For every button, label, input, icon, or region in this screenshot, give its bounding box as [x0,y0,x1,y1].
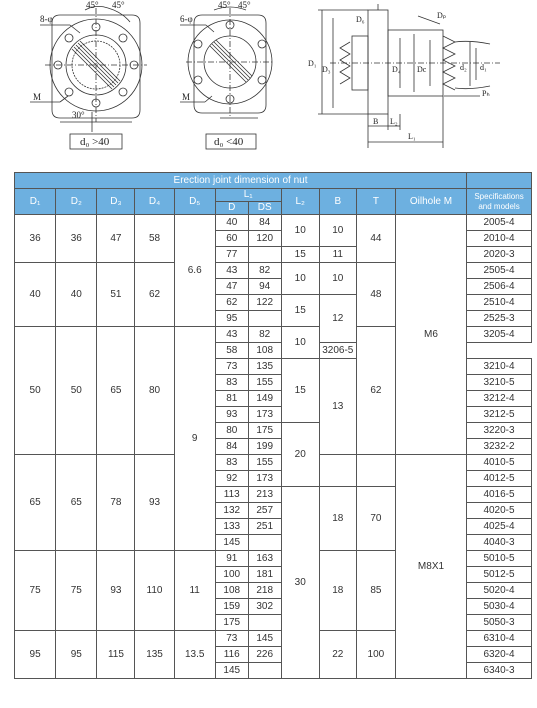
model-cell: 5030-4 [467,599,532,615]
header-l2: L₂ [281,189,319,215]
model-cell: 4016-5 [467,487,532,503]
l1-d-cell: 95 [215,311,248,327]
l1-ds-cell [248,535,281,551]
header-l1-ds: DS [248,202,281,215]
t-cell: 44 [356,215,395,263]
l1-ds-cell [248,311,281,327]
side-d2-label: d₂ [460,63,467,72]
t-cell: 70 [356,487,395,551]
group-d4: 110 [135,551,174,631]
group-d3: 93 [97,551,135,631]
side-d1-label: D₁ [308,59,317,68]
l1-d-cell: 91 [215,551,248,567]
group-d1: 40 [15,263,56,327]
model-cell: 3232-2 [467,439,532,455]
b-cell: 12 [319,295,356,343]
l1-d-cell: 92 [215,471,248,487]
l1-ds-cell: 213 [248,487,281,503]
b-cell: 13 [319,359,356,455]
side-l1-label: L₁ [408,132,416,141]
group-d2: 50 [56,327,97,455]
t-cell: 48 [356,263,395,327]
l1-ds-cell: 155 [248,455,281,471]
header-d3: D₃ [97,189,135,215]
l1-ds-cell: 257 [248,503,281,519]
l1-d-cell: 84 [215,439,248,455]
model-cell: 4012-5 [467,471,532,487]
table-title: Erection joint dimension of nut [15,173,467,189]
left-angle-1: 45° [86,0,99,10]
b-cell: 18 [319,487,356,551]
model-cell: 2506-4 [467,279,532,295]
l1-ds-cell: 199 [248,439,281,455]
l1-ds-cell: 149 [248,391,281,407]
model-cell: 5050-3 [467,615,532,631]
l2-cell: 20 [281,423,319,487]
group-d3: 115 [97,631,135,679]
drawings-svg [0,0,537,160]
model-cell: 6320-4 [467,647,532,663]
model-cell: 2005-4 [467,215,532,231]
l1-d-cell: 175 [215,615,248,631]
header-t: T [356,189,395,215]
oilhole-cell: M6 [395,215,466,455]
model-cell: 5012-5 [467,567,532,583]
group-d2: 65 [56,455,97,551]
l1-ds-cell: 108 [248,343,281,359]
model-cell: 3220-3 [467,423,532,439]
nut-dimension-table [14,172,532,679]
header-models: Specifications and models [467,189,532,215]
group-d2: 75 [56,551,97,631]
l1-d-cell: 58 [215,343,248,359]
b-cell: 18 [319,551,356,631]
model-cell: 2020-3 [467,247,532,263]
l1-ds-cell: 175 [248,423,281,439]
left-holes-label: 8-φ [40,14,53,24]
model-cell: 4010-5 [467,455,532,471]
l1-d-cell: 62 [215,295,248,311]
model-cell: 3212-5 [467,407,532,423]
l1-d-cell: 113 [215,487,248,503]
t-cell: 85 [356,551,395,631]
t-cell: 62 [356,327,395,455]
model-cell: 6310-4 [467,631,532,647]
b-cell: 10 [319,215,356,247]
l1-d-cell: 73 [215,631,248,647]
l1-d-cell: 83 [215,455,248,471]
model-cell: 3206-5 [319,343,356,359]
l1-d-cell: 132 [215,503,248,519]
oilhole-cell: M8X1 [395,455,466,679]
header-oilhole: Oilhole M [395,189,466,215]
group-d1: 50 [15,327,56,455]
model-cell: 5020-4 [467,583,532,599]
model-cell: 2525-3 [467,311,532,327]
l1-ds-cell: 173 [248,471,281,487]
model-cell: 4020-5 [467,503,532,519]
nut-side-section [318,4,500,148]
d5-cell: 6.6 [174,215,215,327]
side-d6-label: D₆ [356,15,365,24]
group-d1: 65 [15,455,56,551]
group-d3: 65 [97,327,135,455]
l2-cell: 15 [281,295,319,327]
b-cell: 10 [319,263,356,295]
header-l1: L₁ [215,189,281,202]
b-cell: 11 [319,247,356,263]
left-m-label: M [33,92,42,102]
group-d1: 95 [15,631,56,679]
l1-d-cell: 145 [215,663,248,679]
flange-view-8-holes [30,6,147,149]
model-cell: 2505-4 [467,263,532,279]
l1-d-cell: 93 [215,407,248,423]
l1-ds-cell: 82 [248,263,281,279]
group-d4: 135 [135,631,174,679]
side-dp-label: Dₚ [437,11,447,20]
model-cell: 3212-4 [467,391,532,407]
left-angle-2: 45° [112,0,125,10]
l1-d-cell: 73 [215,359,248,375]
side-d1s-label: d₁ [480,63,487,72]
side-l2-label: L₂ [390,117,398,126]
l2-cell: 10 [281,215,319,247]
b-blank [319,455,356,487]
group-d2: 36 [56,215,97,263]
group-d3: 51 [97,263,135,327]
l1-d-cell: 43 [215,327,248,343]
left-angle-3: 30° [72,110,85,120]
group-d3: 47 [97,215,135,263]
l1-d-cell: 108 [215,583,248,599]
group-d1: 36 [15,215,56,263]
l1-d-cell: 77 [215,247,248,263]
middle-angle-1: 45° [218,0,231,10]
l1-d-cell: 47 [215,279,248,295]
model-cell: 3205-4 [467,327,532,343]
t-blank [356,455,395,487]
group-d4: 93 [135,455,174,551]
header-d1: D₁ [15,189,56,215]
l1-d-cell: 145 [215,535,248,551]
technical-drawings [0,0,537,160]
l1-ds-cell: 135 [248,359,281,375]
b-cell: 22 [319,631,356,679]
group-d2: 95 [56,631,97,679]
model-cell: 3210-4 [467,359,532,375]
l1-ds-cell: 120 [248,231,281,247]
side-d3-label: D₃ [322,65,331,74]
l1-d-cell: 43 [215,263,248,279]
group-d3: 78 [97,455,135,551]
header-l1-d: D [215,202,248,215]
side-d4-label: D₄ [392,65,401,74]
l1-ds-cell [248,247,281,263]
table-title-blank [467,173,532,189]
t-cell: 100 [356,631,395,679]
l1-d-cell: 159 [215,599,248,615]
group-d4: 80 [135,327,174,455]
l1-ds-cell: 181 [248,567,281,583]
group-d1: 75 [15,551,56,631]
side-pb-label: Pₕ [482,89,490,98]
side-dc-label: Dc [417,65,427,74]
model-cell: 2510-4 [467,295,532,311]
l1-ds-cell: 155 [248,375,281,391]
l1-ds-cell: 163 [248,551,281,567]
l1-d-cell: 81 [215,391,248,407]
d5-cell: 13.5 [174,631,215,679]
l1-d-cell: 40 [215,215,248,231]
l1-ds-cell: 82 [248,327,281,343]
l1-d-cell: 83 [215,375,248,391]
header-d5: D₅ [174,189,215,215]
l1-ds-cell: 122 [248,295,281,311]
header-b: B [319,189,356,215]
l1-ds-cell: 145 [248,631,281,647]
group-d2: 40 [56,263,97,327]
l1-d-cell: 80 [215,423,248,439]
group-d4: 58 [135,215,174,263]
model-cell: 6340-3 [467,663,532,679]
l2-cell: 30 [281,487,319,679]
l1-ds-cell: 218 [248,583,281,599]
l1-ds-cell: 226 [248,647,281,663]
d5-cell: 11 [174,551,215,631]
side-b-label: B [373,117,379,126]
l1-ds-cell: 84 [248,215,281,231]
model-cell: 4025-4 [467,519,532,535]
l1-ds-cell [248,615,281,631]
middle-angle-2: 45° [238,0,251,10]
l1-ds-cell: 173 [248,407,281,423]
middle-caption: d₀ <40 [214,136,244,148]
header-d4: D₄ [135,189,174,215]
middle-holes-label: 6-φ [180,14,193,24]
model-cell: 4040-3 [467,535,532,551]
group-d4: 62 [135,263,174,327]
l1-ds-cell: 302 [248,599,281,615]
l2-cell: 15 [281,359,319,423]
l2-cell: 10 [281,327,319,359]
flange-view-6-holes [180,7,274,149]
model-cell: 3210-5 [467,375,532,391]
model-cell: 2010-4 [467,231,532,247]
l2-cell: 15 [281,247,319,263]
left-caption: d₀ >40 [80,136,110,148]
l1-ds-cell: 94 [248,279,281,295]
d5-cell: 9 [174,327,215,551]
l1-ds-cell: 251 [248,519,281,535]
l1-ds-cell [248,663,281,679]
middle-m-label: M [182,92,191,102]
l1-d-cell: 116 [215,647,248,663]
l1-d-cell: 133 [215,519,248,535]
header-d2: D₂ [56,189,97,215]
model-cell: 5010-5 [467,551,532,567]
l1-d-cell: 60 [215,231,248,247]
l1-d-cell: 100 [215,567,248,583]
l2-cell: 10 [281,263,319,295]
